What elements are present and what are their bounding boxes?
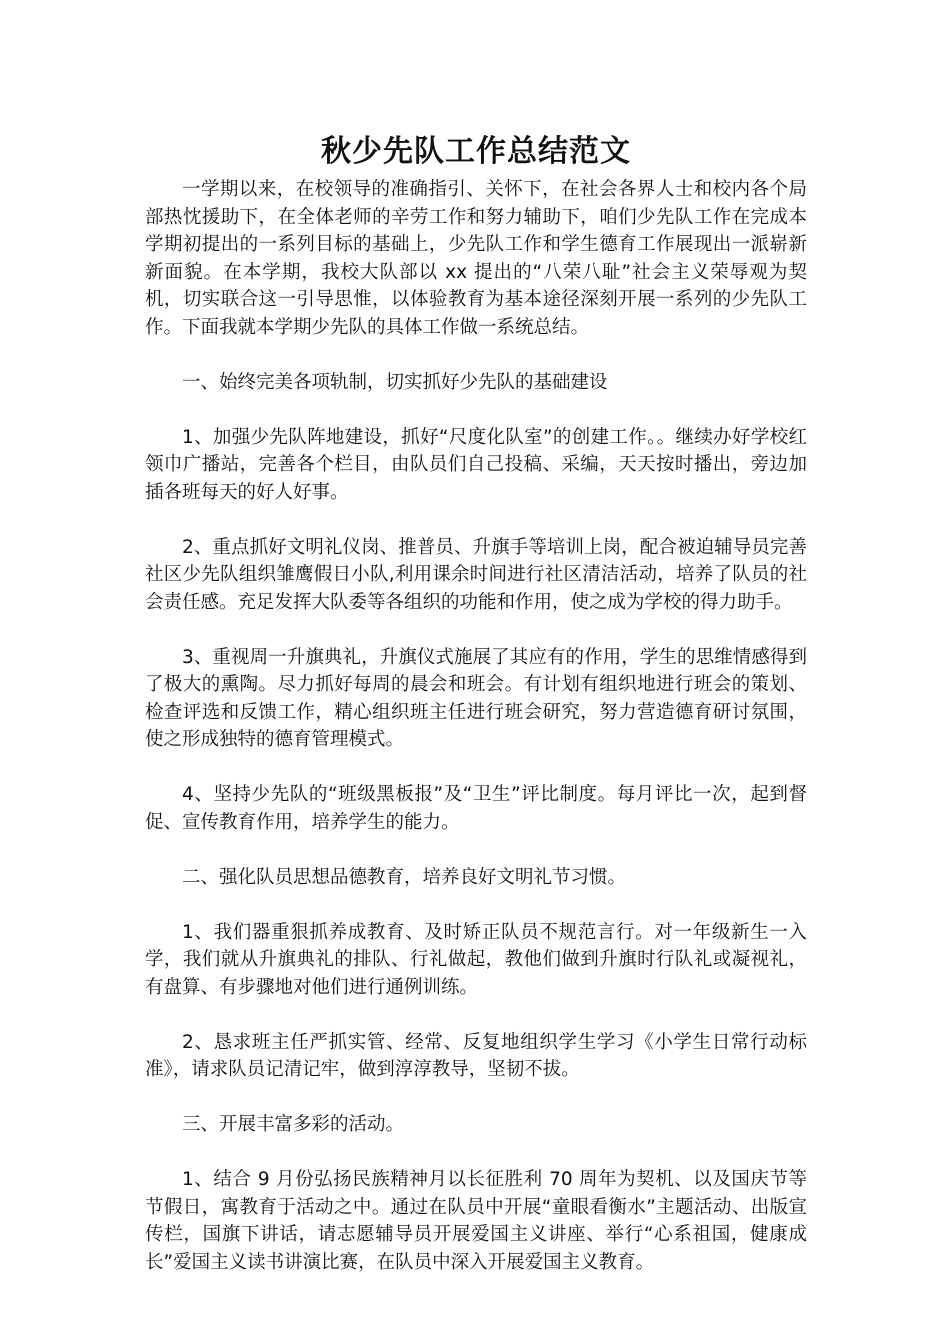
paragraph-1-2: 2、重点抓好文明礼仪岗、推普员、升旗手等培训上岗，配合被迫辅导员完善社区少先队组织雏鹰假日小队,利用课余时间进行社区清洁活动，培养了队员的社会责任感。充足发挥大队委等各组织的功能和作用，使之成为学校的得力助手。 — [145, 536, 807, 613]
paragraph-1-4: 4、坚持少先队的“班级黑板报”及“卫生”评比制度。每月评比一次，起到督促、宣传教育作用，培养学生的能力。 — [145, 784, 807, 833]
paragraph-3-1: 1、结合 9 月份弘扬民族精神月以长征胜利 70 周年为契机、以及国庆节等节假日，寓教育于活动之中。通过在队员中开展“童眼看衡水”主题活动、出版宣传栏，国旗下讲话，请志愿辅导员开展爱国主义讲座、举行“心系祖国，健康成长”爱国主义读书讲演比赛，在队员中深入开展爱国主义教育。 — [145, 1169, 807, 1273]
document-page — [145, 128, 807, 1304]
section-heading-1: 一、始终完美各项轨制，切实抓好少先队的基础建设 — [182, 371, 608, 393]
paragraph-1-1: 1、加强少先队阵地建设，抓好“尺度化队室”的创建工作。。继续办好学校红领巾广播站，完善各个栏目，由队员们自己投稿、采编，天天按时播出，旁边加插各班每天的好人好事。 — [145, 426, 807, 503]
paragraph-2-2: 2、恳求班主任严抓实管、经常、反复地组织学生学习《小学生日常行动标准》，请求队员记清记牢，做到淳淳教导，坚韧不拔。 — [145, 1031, 807, 1080]
section-heading-2: 二、强化队员思想品德教育，培养良好文明礼节习惯。 — [182, 866, 627, 888]
paragraph-2-1: 1、我们器重狠抓养成教育、及时矫正队员不规范言行。对一年级新生一入学，我们就从升旗典礼的排队、行礼做起，教他们做到升旗时行队礼或凝视礼，有盘算、有步骤地对他们进行通例训练。 — [145, 921, 807, 998]
paragraph-intro: 一学期以来，在校领导的准确指引、关怀下，在社会各界人士和校内各个局部热忱援助下，在全体老师的辛劳工作和努力辅助下，咱们少先队工作在完成本学期初提出的一系列目标的基础上，少先队工作和学生德育工作展现出一派崭新新面貌。在本学期，我校大队部以 xx 提出的“八荣八耻”社会主义荣辱观为契机，切实联合这一引导思惟，以体验教育为基本途径深刻开展一系列的少先队工作。下面我就本学期少先队的具体工作做一系统总结。 — [145, 179, 807, 338]
paragraph-1-3: 3、重视周一升旗典礼，升旗仪式施展了其应有的作用，学生的思维情感得到了极大的熏陶。尽力抓好每周的晨会和班会。有计划有组织地进行班会的策划、检查评选和反馈工作，精心组织班主任进行班会研究，努力营造德育研讨氛围，使之形成独特的德育管理模式。 — [145, 646, 807, 750]
section-heading-3: 三、开展丰富多彩的活动。 — [182, 1114, 405, 1135]
document-title: 秋少先队工作总结范文 — [321, 134, 631, 169]
